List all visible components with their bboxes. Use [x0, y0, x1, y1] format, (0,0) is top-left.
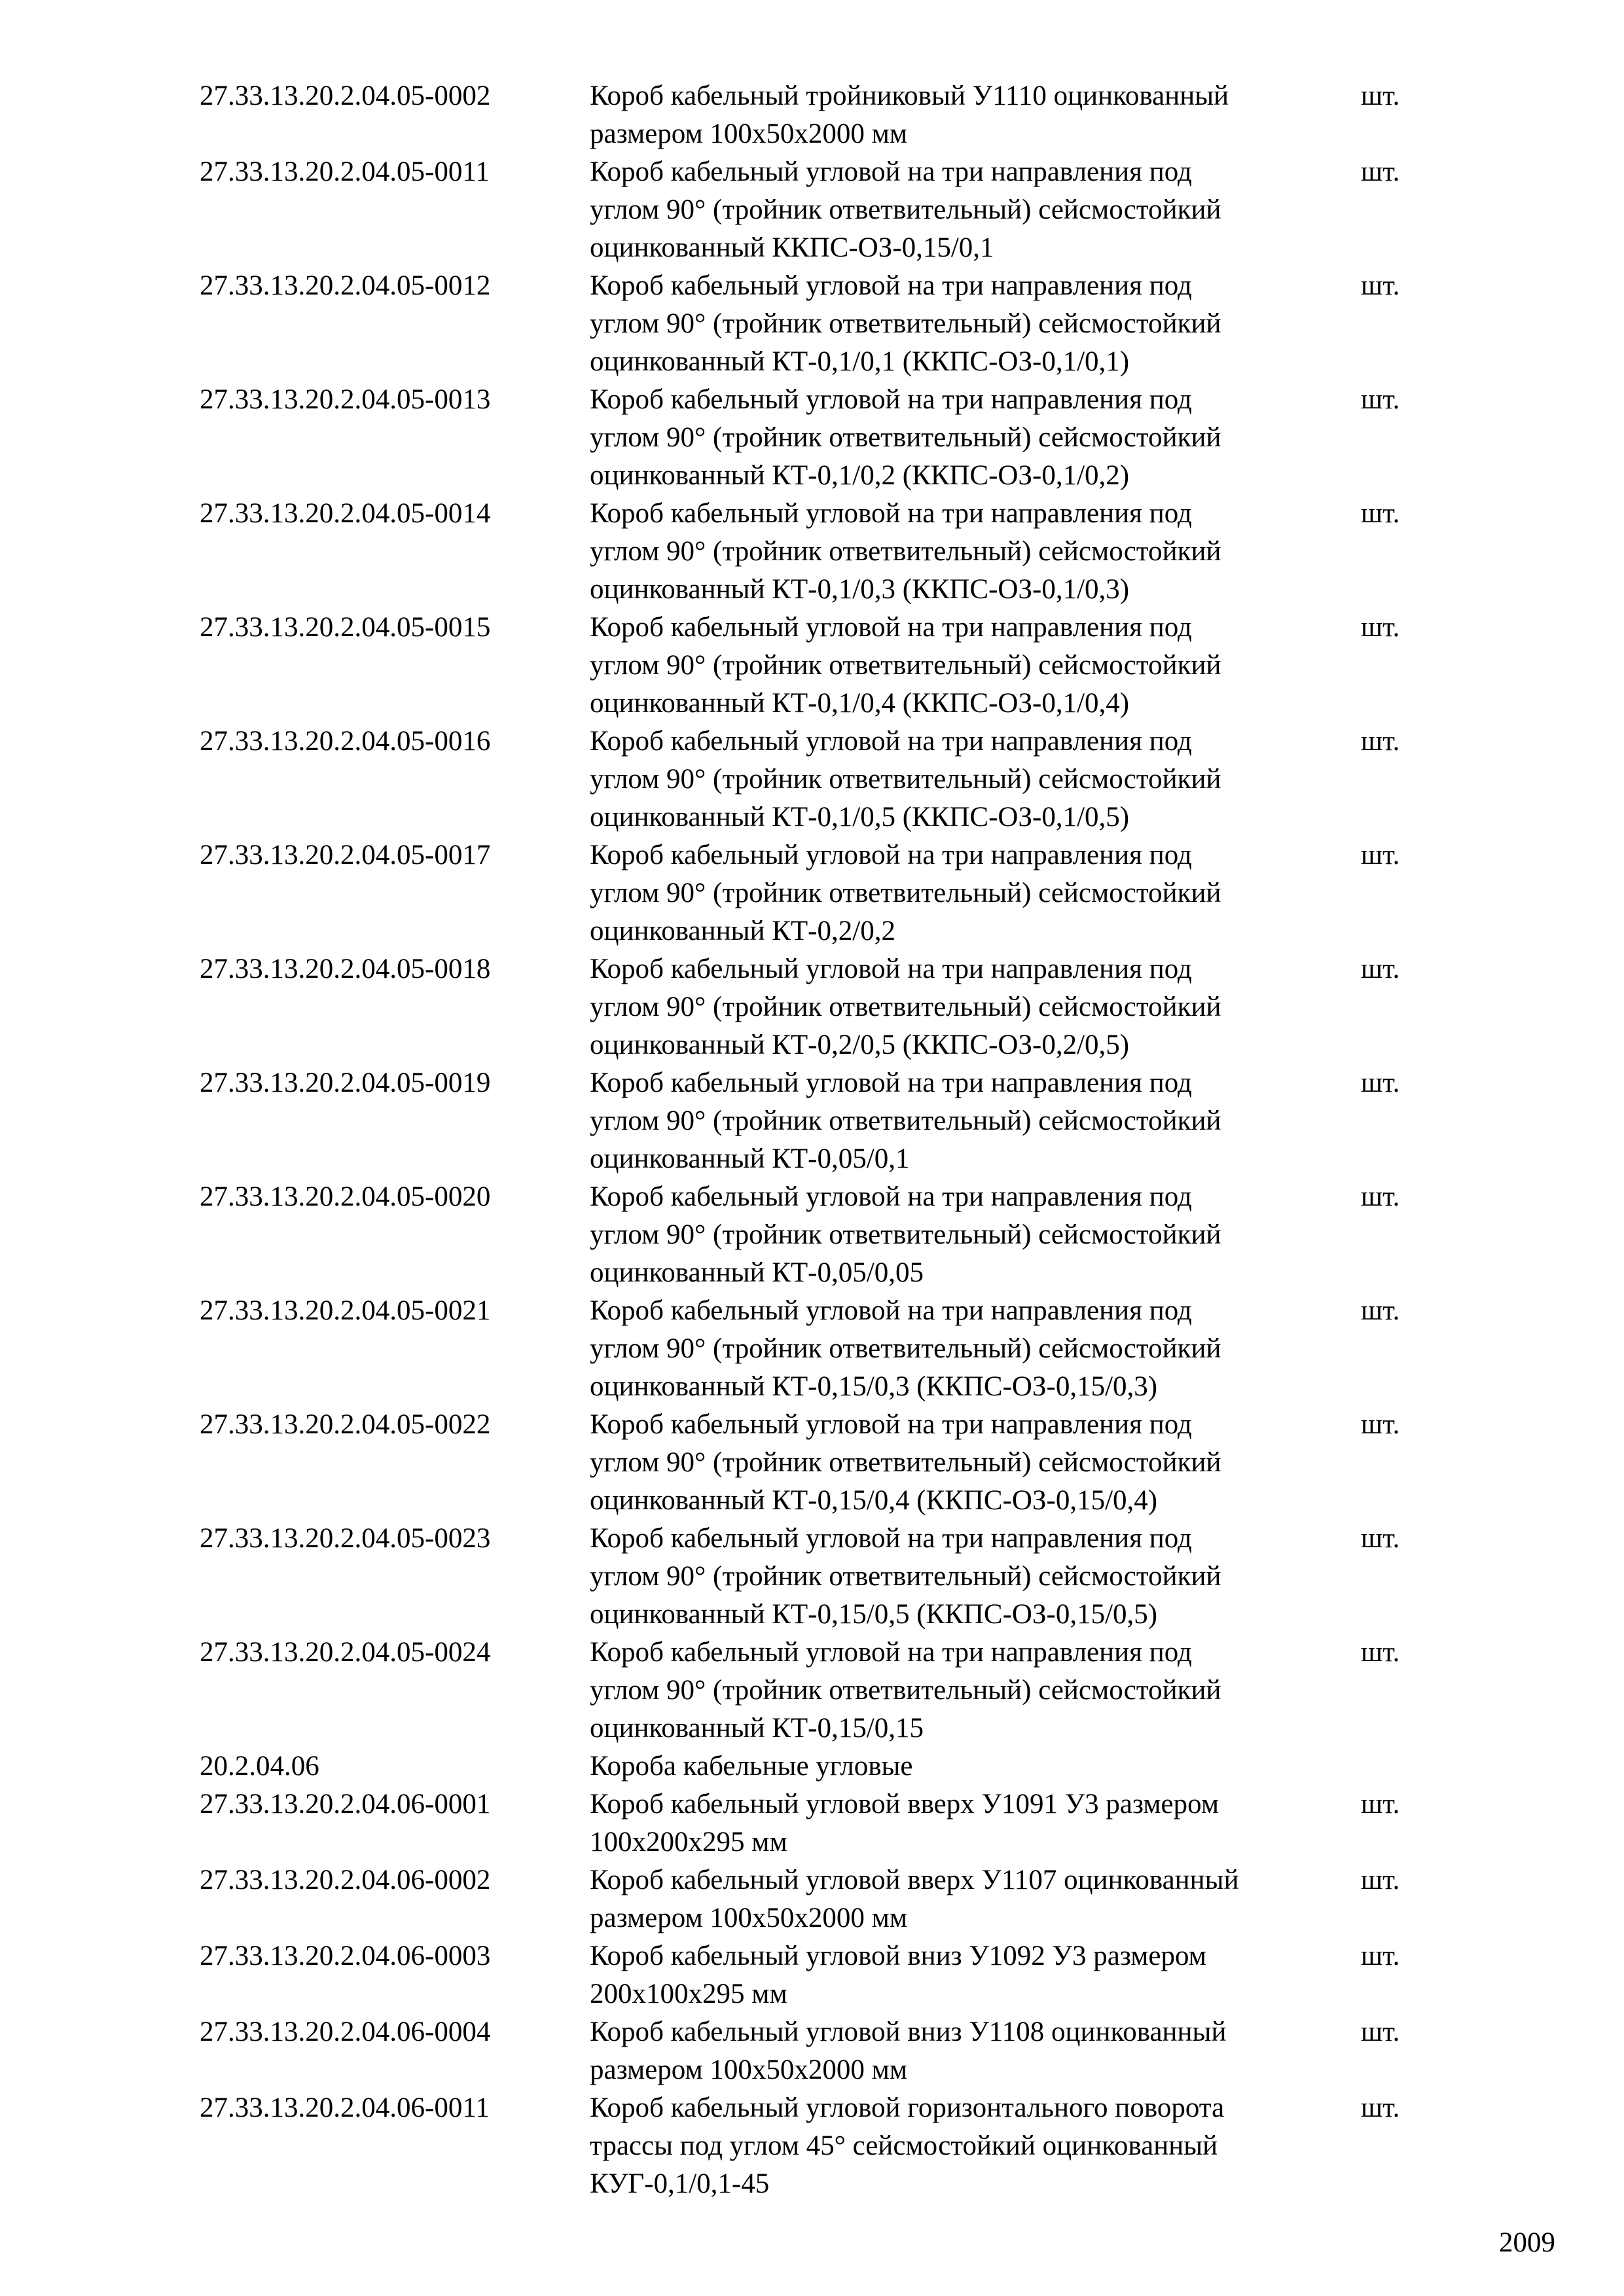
item-name-line: Короб кабельный угловой на три направления под	[590, 156, 1192, 187]
item-code: 27.33.13.20.2.04.05-0021	[200, 1295, 491, 1326]
table-row	[200, 1064, 1443, 1178]
item-name-line: размером 100х50х2000 мм	[590, 1903, 908, 1933]
item-name	[590, 1861, 1361, 1937]
item-name-line: оцинкованный КТ-0,15/0,15	[590, 1713, 924, 1744]
item-code: 27.33.13.20.2.04.06-0001	[200, 1789, 491, 1820]
table-row	[200, 1937, 1443, 2013]
item-code: 27.33.13.20.2.04.05-0011	[200, 156, 490, 187]
item-code: 20.2.04.06	[200, 1751, 319, 1782]
item-name-line: Короба кабельные угловые	[590, 1751, 913, 1782]
item-name-line: Короб кабельный угловой на три направления под	[590, 840, 1192, 870]
item-code: 27.33.13.20.2.04.05-0022	[200, 1409, 491, 1440]
item-name-line: оцинкованный КТ-0,1/0,3 (ККПС-ОЗ-0,1/0,3)	[590, 574, 1130, 605]
item-name-line: Короб кабельный угловой горизонтального поворота	[590, 2092, 1225, 2123]
table-row	[200, 950, 1443, 1064]
item-name	[590, 609, 1361, 723]
item-code: 27.33.13.20.2.04.05-0012	[200, 270, 491, 301]
table-row	[200, 723, 1443, 836]
item-name	[590, 1785, 1361, 1861]
item-name-line: углом 90° (тройник ответвительный) сейсмостойкий	[590, 422, 1221, 453]
table-row	[200, 609, 1443, 723]
item-name-line: углом 90° (тройник ответвительный) сейсмостойкий	[590, 1333, 1221, 1364]
table-row	[200, 2013, 1443, 2089]
item-name	[590, 153, 1361, 267]
item-name-line: Короб кабельный угловой вниз У1092 У3 размером	[590, 1941, 1206, 1971]
item-code: 27.33.13.20.2.04.05-0016	[200, 726, 491, 757]
item-code: 27.33.13.20.2.04.05-0014	[200, 498, 491, 529]
item-name	[590, 381, 1361, 495]
item-name-line: Короб кабельный угловой на три направления под	[590, 1637, 1192, 1668]
item-name-line: Короб кабельный угловой вверх У1107 оцинкованный	[590, 1865, 1239, 1895]
item-name-line: Короб кабельный угловой на три направления под	[590, 954, 1192, 984]
item-name-line: оцинкованный КТ-0,05/0,1	[590, 1143, 910, 1174]
item-code: 27.33.13.20.2.04.06-0011	[200, 2092, 490, 2123]
item-unit: шт.	[1361, 1295, 1400, 1326]
item-name-line: оцинкованный КТ-0,1/0,5 (ККПС-ОЗ-0,1/0,5)	[590, 802, 1130, 833]
item-code: 27.33.13.20.2.04.06-0003	[200, 1941, 491, 1971]
item-name-line: углом 90° (тройник ответвительный) сейсмостойкий	[590, 1219, 1221, 1250]
item-code: 27.33.13.20.2.04.05-0019	[200, 1067, 491, 1098]
item-name	[590, 1748, 1361, 1785]
item-name-line: Короб кабельный угловой на три направления под	[590, 1409, 1192, 1440]
item-name-line: Короб кабельный угловой вверх У1091 У3 размером	[590, 1789, 1219, 1820]
table-row	[200, 1406, 1443, 1520]
item-name	[590, 2013, 1361, 2089]
item-name-line: Короб кабельный угловой на три направления под	[590, 726, 1192, 757]
item-name-line: оцинкованный КТ-0,2/0,5 (ККПС-ОЗ-0,2/0,5)	[590, 1030, 1130, 1060]
item-unit: шт.	[1361, 1789, 1400, 1820]
table-row	[200, 2089, 1443, 2203]
item-name-line: Короб кабельный угловой вниз У1108 оцинкованный	[590, 2017, 1227, 2047]
item-name-line: Короб кабельный угловой на три направления под	[590, 498, 1192, 529]
item-name-line: оцинкованный КТ-0,2/0,2	[590, 916, 895, 946]
item-name-line: углом 90° (тройник ответвительный) сейсмостойкий	[590, 1105, 1221, 1136]
item-unit: шт.	[1361, 1637, 1400, 1668]
item-unit: шт.	[1361, 1181, 1400, 1212]
item-name-line: оцинкованный КТ-0,1/0,1 (ККПС-ОЗ-0,1/0,1)	[590, 346, 1130, 377]
item-name-line: углом 90° (тройник ответвительный) сейсмостойкий	[590, 308, 1221, 339]
item-name-line: углом 90° (тройник ответвительный) сейсмостойкий	[590, 650, 1221, 681]
item-name-line: Короб кабельный угловой на три направления под	[590, 384, 1192, 415]
item-name-line: углом 90° (тройник ответвительный) сейсмостойкий	[590, 1447, 1221, 1478]
item-name-line: оцинкованный КТ-0,15/0,5 (ККПС-ОЗ-0,15/0,5)	[590, 1599, 1158, 1630]
item-name-line: КУГ-0,1/0,1-45	[590, 2168, 770, 2199]
table-row	[200, 495, 1443, 609]
item-name-line: углом 90° (тройник ответвительный) сейсмостойкий	[590, 992, 1221, 1022]
item-name-line: углом 90° (тройник ответвительный) сейсмостойкий	[590, 764, 1221, 795]
item-name	[590, 1937, 1361, 2013]
item-name-line: Короб кабельный угловой на три направления под	[590, 1295, 1192, 1326]
table-row	[200, 1520, 1443, 1634]
table-row	[200, 836, 1443, 950]
item-code: 27.33.13.20.2.04.05-0002	[200, 81, 491, 111]
item-name-line: оцинкованный КТ-0,05/0,05	[590, 1257, 924, 1288]
item-name-line: оцинкованный КТ-0,15/0,4 (ККПС-ОЗ-0,15/0,4)	[590, 1485, 1158, 1516]
item-name-line: углом 90° (тройник ответвительный) сейсмостойкий	[590, 1675, 1221, 1706]
item-unit: шт.	[1361, 1523, 1400, 1554]
item-name-line: Короб кабельный угловой на три направления под	[590, 1181, 1192, 1212]
item-unit: шт.	[1361, 612, 1400, 643]
item-name	[590, 77, 1361, 153]
item-name	[590, 1178, 1361, 1292]
item-unit: шт.	[1361, 1865, 1400, 1895]
item-name-line: оцинкованный ККПС-ОЗ-0,15/0,1	[590, 232, 994, 263]
item-unit: шт.	[1361, 726, 1400, 757]
table-row	[200, 1861, 1443, 1937]
item-name	[590, 836, 1361, 950]
item-name-line: углом 90° (тройник ответвительный) сейсмостойкий	[590, 878, 1221, 908]
item-unit: шт.	[1361, 270, 1400, 301]
item-name-line: Короб кабельный угловой на три направления под	[590, 612, 1192, 643]
item-unit: шт.	[1361, 1067, 1400, 1098]
item-name	[590, 267, 1361, 381]
item-code: 27.33.13.20.2.04.05-0023	[200, 1523, 491, 1554]
table-row	[200, 153, 1443, 267]
item-name	[590, 1064, 1361, 1178]
item-code: 27.33.13.20.2.04.06-0002	[200, 1865, 491, 1895]
item-code: 27.33.13.20.2.04.05-0020	[200, 1181, 491, 1212]
price-list-table	[200, 77, 1443, 2203]
item-name-line: Короб кабельный угловой на три направления под	[590, 1067, 1192, 1098]
item-name-line: размером 100х50х2000 мм	[590, 118, 908, 149]
item-code: 27.33.13.20.2.04.05-0015	[200, 612, 491, 643]
item-name-line: углом 90° (тройник ответвительный) сейсмостойкий	[590, 1561, 1221, 1592]
item-unit: шт.	[1361, 498, 1400, 529]
item-name-line: Короб кабельный тройниковый У1110 оцинкованный	[590, 81, 1229, 111]
table-row	[200, 381, 1443, 495]
item-code: 27.33.13.20.2.04.06-0004	[200, 2017, 491, 2047]
table-row	[200, 1178, 1443, 1292]
item-unit: шт.	[1361, 840, 1400, 870]
item-name-line: углом 90° (тройник ответвительный) сейсмостойкий	[590, 194, 1221, 225]
item-code: 27.33.13.20.2.04.05-0018	[200, 954, 491, 984]
item-name	[590, 1406, 1361, 1520]
table-row	[200, 1634, 1443, 1748]
item-name	[590, 1634, 1361, 1748]
table-row	[200, 1748, 1443, 1785]
item-unit: шт.	[1361, 954, 1400, 984]
item-code: 27.33.13.20.2.04.05-0024	[200, 1637, 491, 1668]
item-unit: шт.	[1361, 2092, 1400, 2123]
item-code: 27.33.13.20.2.04.05-0017	[200, 840, 491, 870]
table-row	[200, 267, 1443, 381]
item-name	[590, 1520, 1361, 1634]
item-name-line: углом 90° (тройник ответвительный) сейсмостойкий	[590, 536, 1221, 567]
item-name-line: трассы под углом 45° сейсмостойкий оцинкованный	[590, 2130, 1218, 2161]
item-name	[590, 723, 1361, 836]
item-unit: шт.	[1361, 2017, 1400, 2047]
item-name-line: Короб кабельный угловой на три направления под	[590, 270, 1192, 301]
item-name	[590, 2089, 1361, 2203]
table-row	[200, 1785, 1443, 1861]
item-name	[590, 495, 1361, 609]
item-name	[590, 1292, 1361, 1406]
item-unit: шт.	[1361, 1941, 1400, 1971]
item-unit: шт.	[1361, 156, 1400, 187]
item-name-line: оцинкованный КТ-0,1/0,4 (ККПС-ОЗ-0,1/0,4)	[590, 688, 1130, 719]
item-code: 27.33.13.20.2.04.05-0013	[200, 384, 491, 415]
item-unit: шт.	[1361, 384, 1400, 415]
page-number: 2009	[1499, 2227, 1555, 2258]
item-unit: шт.	[1361, 81, 1400, 111]
item-name-line: оцинкованный КТ-0,1/0,2 (ККПС-ОЗ-0,1/0,2)	[590, 460, 1130, 491]
table-row	[200, 77, 1443, 153]
item-name	[590, 950, 1361, 1064]
item-name-line: размером 100х50х2000 мм	[590, 2054, 908, 2085]
item-name-line: оцинкованный КТ-0,15/0,3 (ККПС-ОЗ-0,15/0,3)	[590, 1371, 1158, 1402]
item-name-line: 100х200х295 мм	[590, 1827, 787, 1857]
item-name-line: 200х100х295 мм	[590, 1979, 787, 2009]
item-unit: шт.	[1361, 1409, 1400, 1440]
table-row	[200, 1292, 1443, 1406]
item-name-line: Короб кабельный угловой на три направления под	[590, 1523, 1192, 1554]
